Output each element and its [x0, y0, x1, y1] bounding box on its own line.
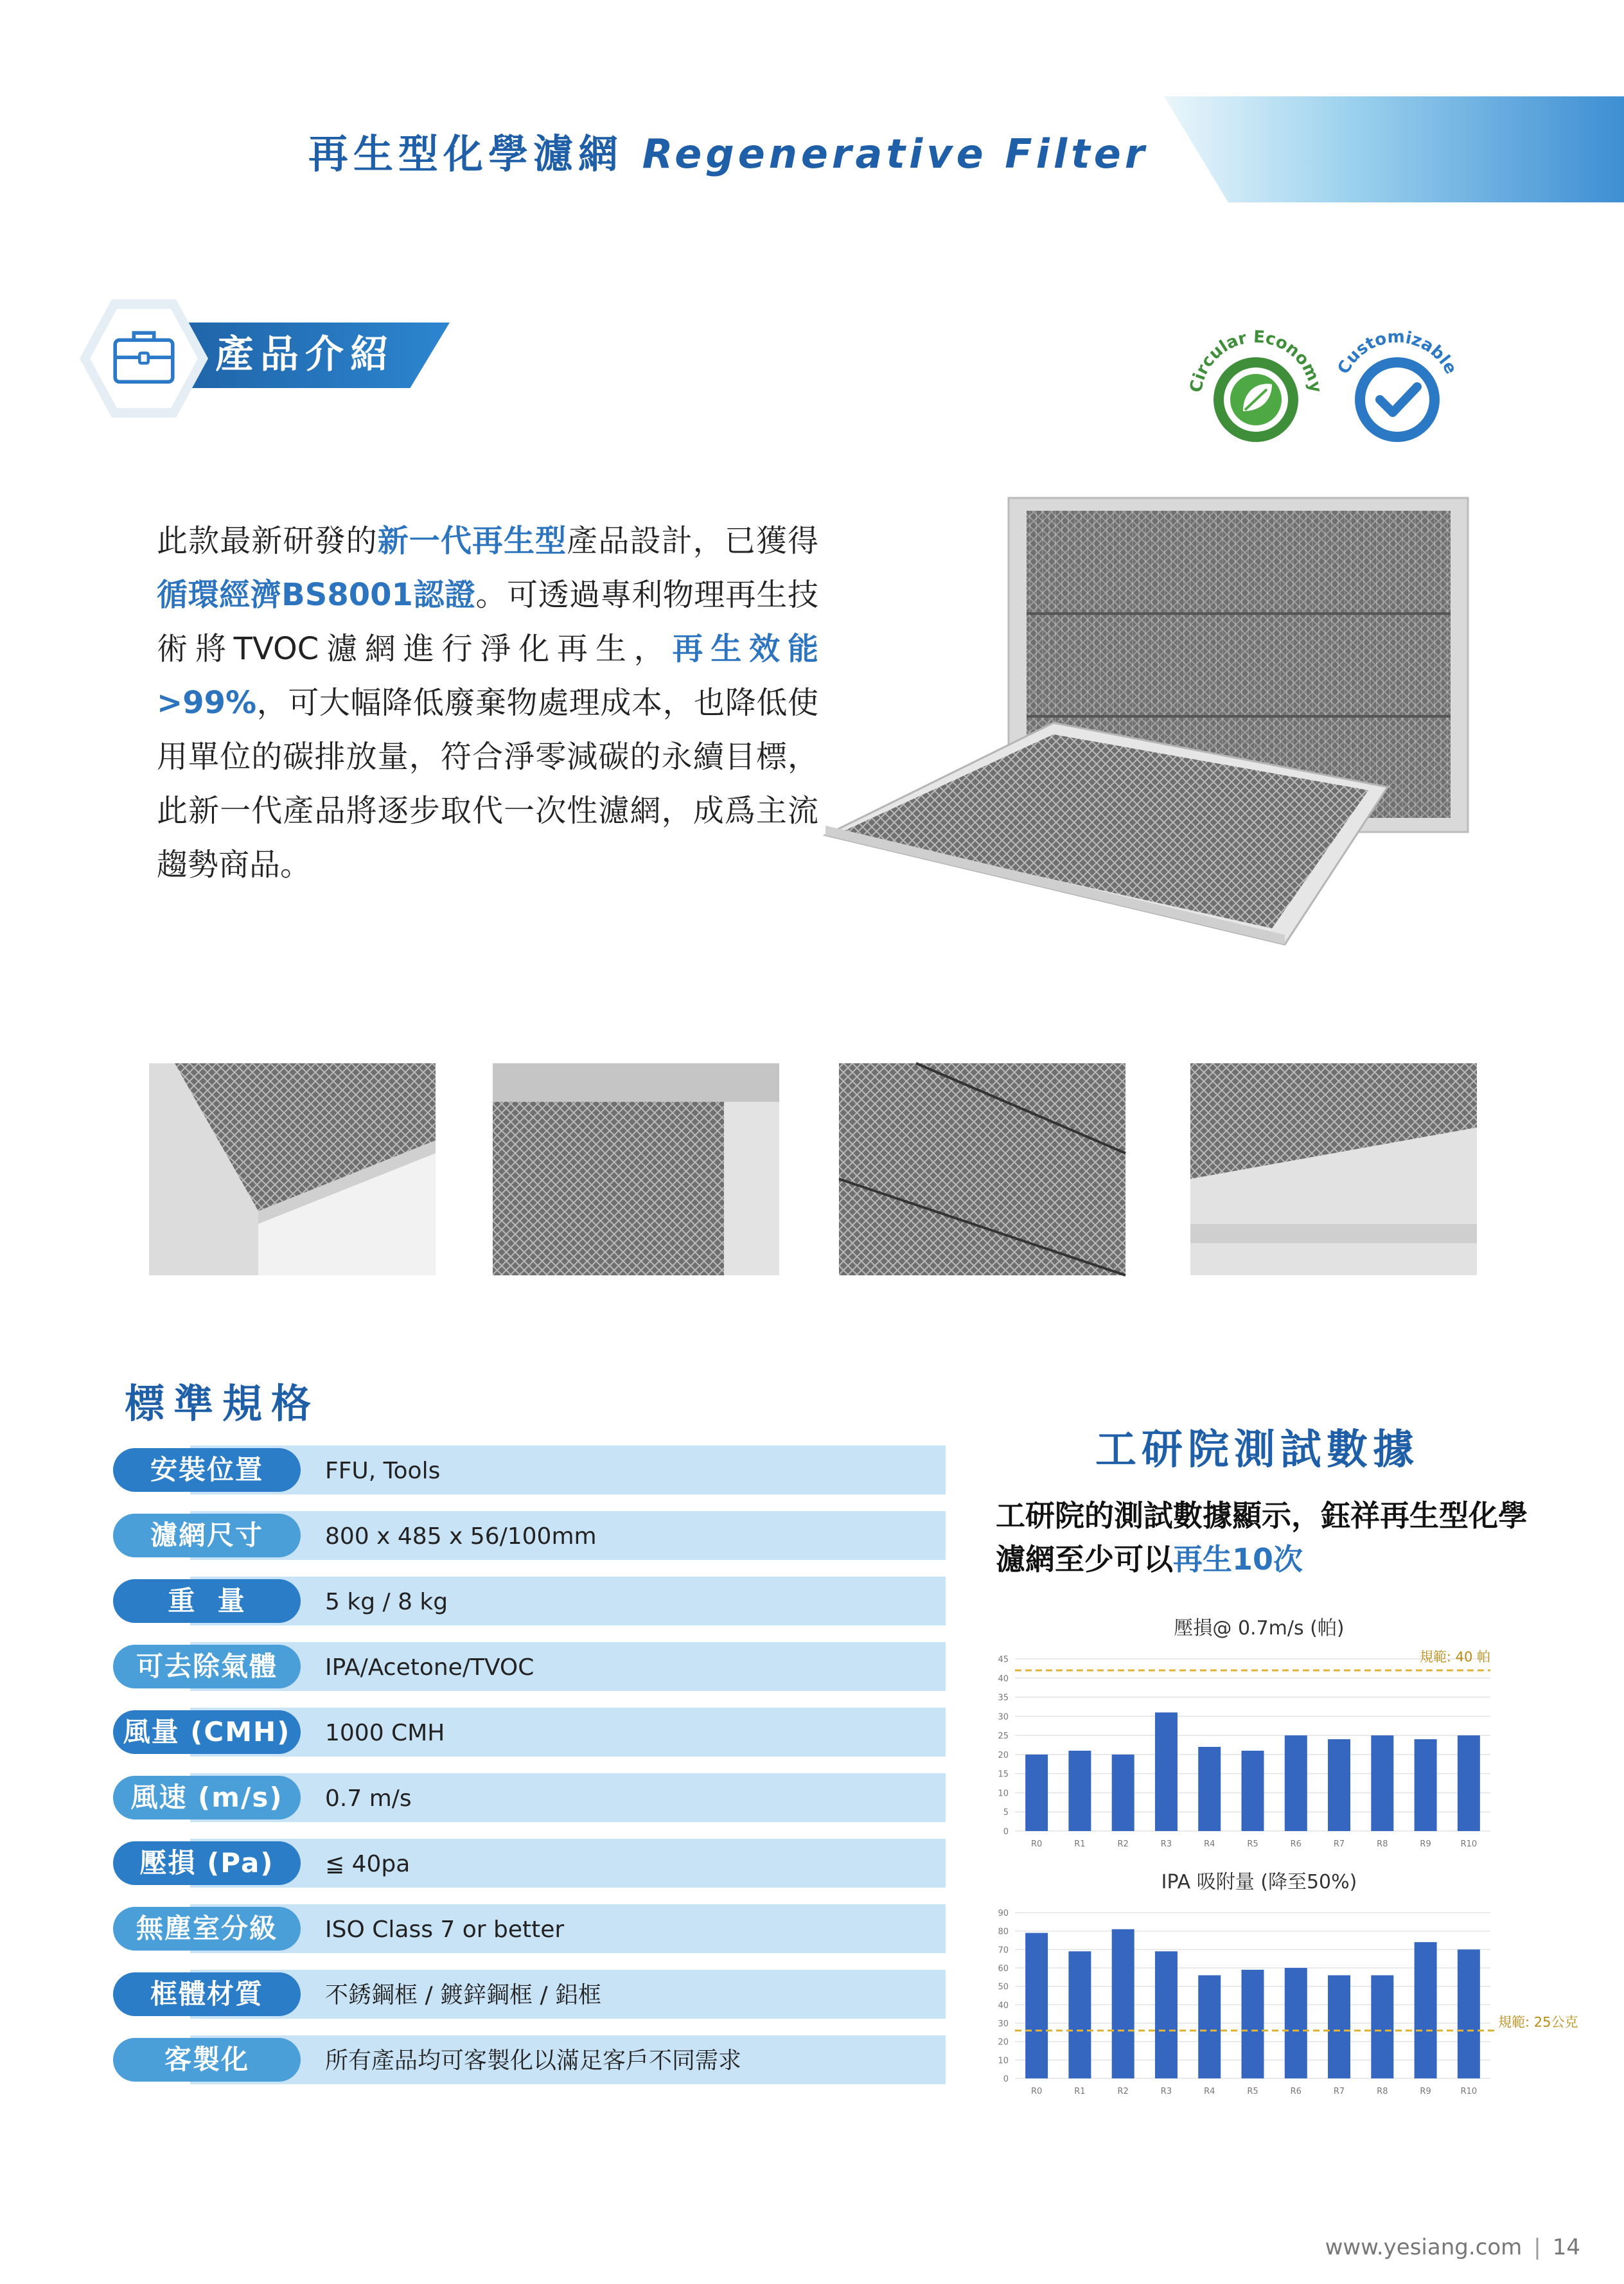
- x-tick-label: R9: [1420, 1839, 1431, 1849]
- chart-bar: [1415, 1942, 1437, 2078]
- spec-row-bg: [190, 1577, 946, 1625]
- y-tick-label: 40: [998, 2001, 1009, 2011]
- spec-value: 1000 CMH: [325, 1720, 445, 1746]
- spec-row-bg: [190, 1708, 946, 1757]
- header-band: [1164, 96, 1624, 202]
- chart-bar: [1328, 1739, 1350, 1831]
- spec-value: FFU, Tools: [325, 1458, 441, 1484]
- chart-bar: [1068, 1751, 1091, 1831]
- y-tick-label: 15: [998, 1769, 1009, 1780]
- y-tick-label: 10: [998, 2056, 1009, 2066]
- spec-row-bg: [190, 1839, 946, 1888]
- chart-pressure-drop: [989, 1613, 1529, 1857]
- chart-ipa-adsorption: [989, 1866, 1578, 2104]
- spec-value: 所有產品均可客製化以滿足客戶不同需求: [325, 2048, 742, 2074]
- section-title-intro: 產品介紹: [215, 332, 395, 377]
- chart-bar: [1242, 1751, 1264, 1831]
- spec-label: 重 量: [113, 1579, 301, 1623]
- x-tick-label: R5: [1247, 2087, 1258, 2096]
- chart-bar: [1371, 1975, 1393, 2078]
- spec-value: 0.7 m/s: [325, 1785, 412, 1812]
- spec-row: [113, 1708, 946, 1757]
- chart-bar: [1458, 1735, 1480, 1831]
- spec-value: 5 kg / 8 kg: [325, 1589, 448, 1615]
- x-tick-label: R3: [1160, 1839, 1172, 1849]
- badge-customizable: [1323, 315, 1471, 463]
- briefcase-icon: [108, 320, 180, 392]
- x-tick-label: R1: [1074, 1839, 1086, 1849]
- product-image: [822, 485, 1471, 941]
- chart-bar: [1242, 1970, 1264, 2078]
- spec-label: 客製化: [113, 2038, 301, 2082]
- badge-label: Customizable: [1334, 327, 1461, 378]
- highlight-text: 循環經濟BS8001認證: [157, 577, 476, 613]
- chart-bar: [1025, 1755, 1048, 1831]
- chart-bar: [1025, 1933, 1048, 2078]
- spec-row: [113, 1577, 946, 1625]
- chart-bar: [1155, 1712, 1178, 1831]
- spec-label: 壓損 (Pa): [113, 1841, 301, 1885]
- text-run: 此款最新研發的: [157, 523, 378, 559]
- text-run: 產品設計，已獲得: [567, 523, 818, 559]
- spec-value: ≦ 40pa: [325, 1851, 410, 1877]
- x-tick-label: R6: [1290, 2087, 1302, 2096]
- chart-title: IPA 吸附量 (降至50%): [1161, 1871, 1357, 1893]
- y-tick-label: 20: [998, 1750, 1009, 1760]
- spec-row-bg: [190, 1642, 946, 1691]
- section-title-test: 工研院測試數據: [1095, 1426, 1419, 1474]
- x-tick-label: R8: [1377, 2087, 1388, 2096]
- highlight-text: 再生效能>99%: [157, 631, 818, 721]
- x-tick-label: R7: [1333, 2087, 1345, 2096]
- intro-paragraph: [157, 514, 818, 892]
- spec-row: [113, 1904, 946, 1953]
- section-title-specs: 標準規格: [125, 1380, 321, 1427]
- spec-row: [113, 1511, 946, 1560]
- spec-label: 風速 (m/s): [113, 1776, 301, 1819]
- thumbnail-corner-1: [149, 1063, 436, 1275]
- spec-row: [113, 1839, 946, 1888]
- x-tick-label: R1: [1074, 2087, 1086, 2096]
- spec-label: 無塵室分級: [113, 1907, 301, 1951]
- x-tick-label: R4: [1204, 1839, 1215, 1849]
- y-tick-label: 10: [998, 1789, 1009, 1799]
- test-description: [996, 1494, 1529, 1581]
- y-tick-label: 60: [998, 1964, 1009, 1974]
- footer-site: www.yesiang.com: [1325, 2235, 1522, 2260]
- y-tick-label: 0: [1003, 1827, 1009, 1837]
- y-tick-label: 0: [1003, 2075, 1009, 2084]
- y-tick-label: 5: [1003, 1808, 1009, 1818]
- chart-bar: [1371, 1735, 1393, 1831]
- y-tick-label: 70: [998, 1945, 1009, 1956]
- x-tick-label: R0: [1030, 2087, 1043, 2096]
- x-tick-label: R2: [1117, 1839, 1129, 1849]
- footer: www.yesiang.com | 14: [1325, 2235, 1580, 2260]
- x-tick-label: R8: [1377, 1839, 1388, 1849]
- thumbnail-corner-2: [493, 1063, 779, 1275]
- highlight-text: 再生10次: [1173, 1542, 1303, 1577]
- chart-bar: [1112, 1755, 1134, 1831]
- chart-bar: [1068, 1951, 1091, 2078]
- chart-bar: [1198, 1747, 1221, 1831]
- chart-bar: [1328, 1975, 1350, 2078]
- spec-label: 濾網尺寸: [113, 1514, 301, 1557]
- reference-label: 規範: 40 帕: [1419, 1649, 1490, 1665]
- spec-label: 風量 (CMH): [113, 1710, 301, 1754]
- badge-circular-economy: [1182, 315, 1330, 463]
- page-title-en: Regenerative Filter: [642, 130, 1149, 177]
- x-tick-label: R10: [1460, 1839, 1478, 1849]
- badge-label: Circular Economy: [1187, 327, 1325, 394]
- y-tick-label: 35: [998, 1693, 1009, 1703]
- y-tick-label: 40: [998, 1674, 1009, 1684]
- x-tick-label: R4: [1204, 2087, 1215, 2096]
- spec-row: [113, 1642, 946, 1691]
- spec-row: [113, 1970, 946, 2019]
- x-tick-label: R3: [1160, 2087, 1172, 2096]
- x-tick-label: R2: [1117, 2087, 1129, 2096]
- x-tick-label: R7: [1333, 1839, 1345, 1849]
- y-tick-label: 30: [998, 1712, 1009, 1722]
- y-tick-label: 20: [998, 2037, 1009, 2048]
- spec-row-bg: [190, 1773, 946, 1822]
- spec-row: [113, 1446, 946, 1494]
- spec-label: 框體材質: [113, 1972, 301, 2016]
- thumbnail-corner-3: [1190, 1063, 1477, 1275]
- reference-label: 規範: 25公克: [1498, 2014, 1578, 2030]
- page-title: [308, 122, 1169, 180]
- spec-label: 安裝位置: [113, 1448, 301, 1492]
- x-tick-label: R5: [1247, 1839, 1258, 1849]
- spec-value: ISO Class 7 or better: [325, 1917, 565, 1943]
- page-title-zh: 再生型化學濾網: [308, 130, 624, 177]
- text-run: 。可透過專利物理再生技術將TVOC濾網進行淨化再生，: [157, 577, 818, 667]
- highlight-text: 新一代再生型: [377, 523, 567, 559]
- spec-row: [113, 1773, 946, 1822]
- text-run: 工研院的測試數據顯示，鈺祥再生型化學濾網至少可以: [996, 1498, 1528, 1577]
- spec-value: 不銹鋼框 / 鍍鋅鋼框 / 鋁框: [325, 1982, 602, 2008]
- chart-bar: [1458, 1949, 1480, 2078]
- spec-row-bg: [190, 1446, 946, 1494]
- y-tick-label: 80: [998, 1927, 1009, 1937]
- x-tick-label: R6: [1290, 1839, 1302, 1849]
- y-tick-label: 50: [998, 1982, 1009, 1992]
- y-tick-label: 90: [998, 1909, 1009, 1918]
- y-tick-label: 25: [998, 1731, 1009, 1742]
- spec-row-bg: [190, 1904, 946, 1953]
- spec-value: IPA/Acetone/TVOC: [325, 1654, 534, 1681]
- chart-bar: [1285, 1735, 1307, 1831]
- y-tick-label: 45: [998, 1655, 1009, 1665]
- chart-bar: [1112, 1929, 1134, 2078]
- x-tick-label: R10: [1460, 2087, 1478, 2096]
- thumbnail-mesh-surface: [839, 1063, 1125, 1275]
- y-tick-label: 30: [998, 2019, 1009, 2029]
- x-tick-label: R9: [1420, 2087, 1431, 2096]
- x-tick-label: R0: [1030, 1839, 1043, 1849]
- page-number: 14: [1552, 2235, 1580, 2260]
- chart-bar: [1198, 1975, 1221, 2078]
- spec-value: 800 x 485 x 56/100mm: [325, 1523, 597, 1550]
- spec-label: 可去除氣體: [113, 1645, 301, 1688]
- chart-bar: [1155, 1951, 1178, 2078]
- text-run: ，可大幅降低廢棄物處理成本，也降低使用單位的碳排放量，符合淨零減碳的永續目標，此新一代產品將逐步取代一次性濾網，成爲主流趨勢商品。: [157, 685, 818, 883]
- chart-title: 壓損@ 0.7m/s (帕): [1174, 1617, 1345, 1640]
- chart-bar: [1285, 1968, 1307, 2078]
- chart-bar: [1415, 1739, 1437, 1831]
- spec-row: [113, 2035, 946, 2084]
